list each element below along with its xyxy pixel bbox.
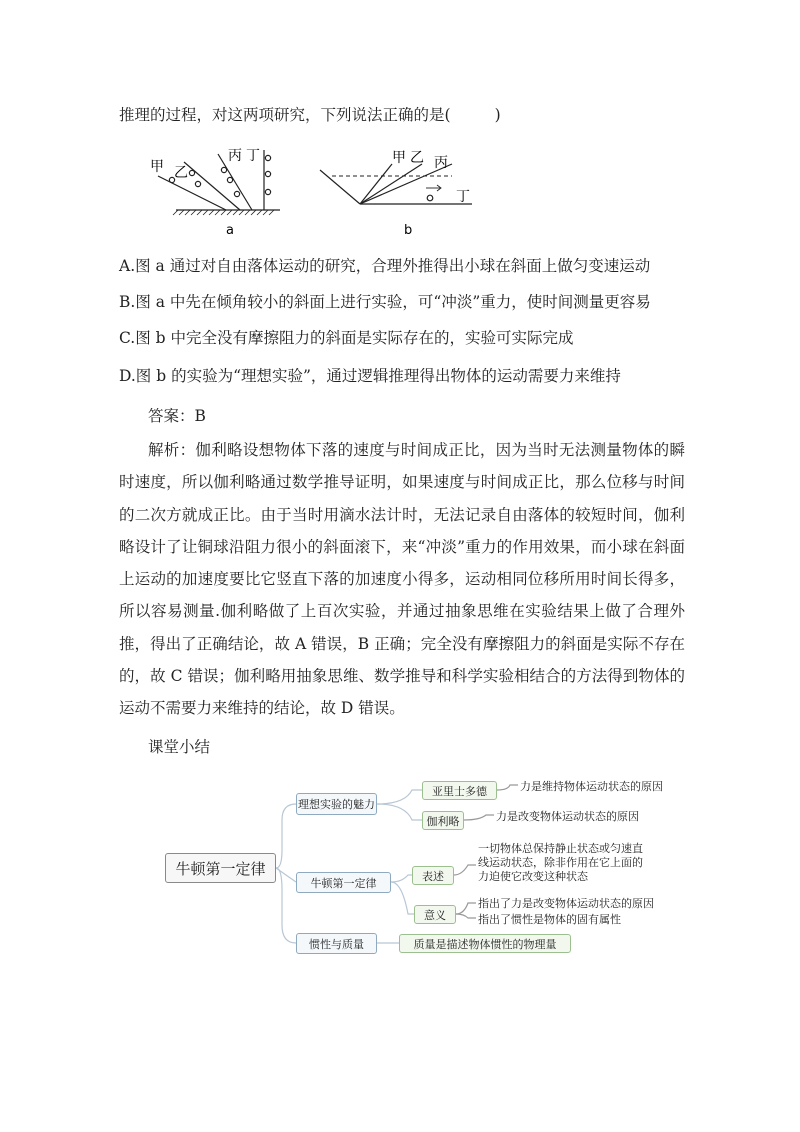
answer-bracket-close: ) (494, 106, 501, 124)
figure-a-label-yi: 乙 (174, 165, 188, 181)
figure-a-caption: a (226, 223, 234, 238)
branch-ideal-experiment: 理想实验的魅力 (296, 793, 377, 815)
figure-b-label-yi: 乙 (410, 150, 424, 166)
analysis-paragraph: 解析：伽利略设想物体下落的速度与时间成正比，因为当时无法测量物体的瞬时速度，所以伽利略通过数学推导证明，如果速度与时间成正比，那么位移与时间的二次方就成正比。由于当时用滴水法计时，无法记录自由落体的较短时间，伽利略设计了让铜球沿阻力很小的斜面滚下，来“冲淡”重力的作用效果，而小球在斜面上运动的加速度要比它竖直下落的加速度小得多，运动相同位移所用时间长得多，所以容易测量.伽利略做了上百次实验，并通过抽象思维在实验结果上做了合理外推，得出了正确结论，故 A 错误，B 正确；完全没有摩擦阻力的斜面是实际不存在的，故 C 错误；伽利略用抽象思维、数学推导和科学实验相结合的方法得到物体的运动不需要力来维持的结论，故 D 错误。 (119, 441, 685, 718)
option-a: A.图 a 通过对自由落体运动的研究，合理外推得出小球在斜面上做匀变速运动 (119, 257, 651, 275)
galileo-note: 力是改变物体运动状态的原因 (496, 810, 639, 823)
figure-a-label-bing: 丙 (228, 148, 242, 164)
figure-b-label-jia: 甲 (392, 150, 406, 166)
option-c: C.图 b 中完全没有摩擦阻力的斜面是实际存在的，实验可实际完成 (119, 329, 574, 347)
figure-b-caption: b (404, 223, 413, 238)
option-b: B.图 a 中先在倾角较小的斜面上进行实验，可“冲淡”重力，使时间测量更容易 (119, 293, 651, 311)
statement-note: 一切物体总保持静止状态或匀速直线运动状态，除非作用在它上面的力迫使它改变这种状态 (478, 842, 643, 883)
branch-newton-first-law: 牛顿第一定律 (296, 872, 391, 893)
option-d: D.图 b 的实验为“理想实验”，通过逻辑推理得出物体的运动需要力来维持 (119, 367, 621, 385)
aristotle-note: 力是维持物体运动状态的原因 (520, 780, 663, 793)
mindmap-root: 牛顿第一定律 (165, 853, 276, 883)
node-mass-inertia: 质量是描述物体惯性的物理量 (399, 934, 571, 953)
question-stem-text: 推理的过程，对这两项研究，下列说法正确的是( (119, 106, 451, 124)
meaning-note-1: 指出了力是改变物体运动状态的原因 (478, 897, 654, 910)
figure-a-label-ding: 丁 (246, 148, 260, 164)
node-meaning: 意义 (414, 905, 456, 924)
node-statement: 表述 (412, 866, 454, 885)
node-galileo: 伽利略 (422, 811, 464, 830)
node-aristotle: 亚里士多德 (422, 781, 497, 800)
meaning-note-2: 指出了惯性是物体的固有属性 (478, 913, 621, 926)
branch-inertia-mass: 惯性与质量 (296, 933, 377, 954)
figure-b-label-ding: 丁 (456, 189, 470, 205)
figure-a-label-jia: 甲 (150, 159, 164, 175)
summary-title: 课堂小结 (148, 738, 211, 756)
figure-b-label-bing: 丙 (434, 155, 448, 171)
answer: 答案：B (148, 407, 206, 425)
